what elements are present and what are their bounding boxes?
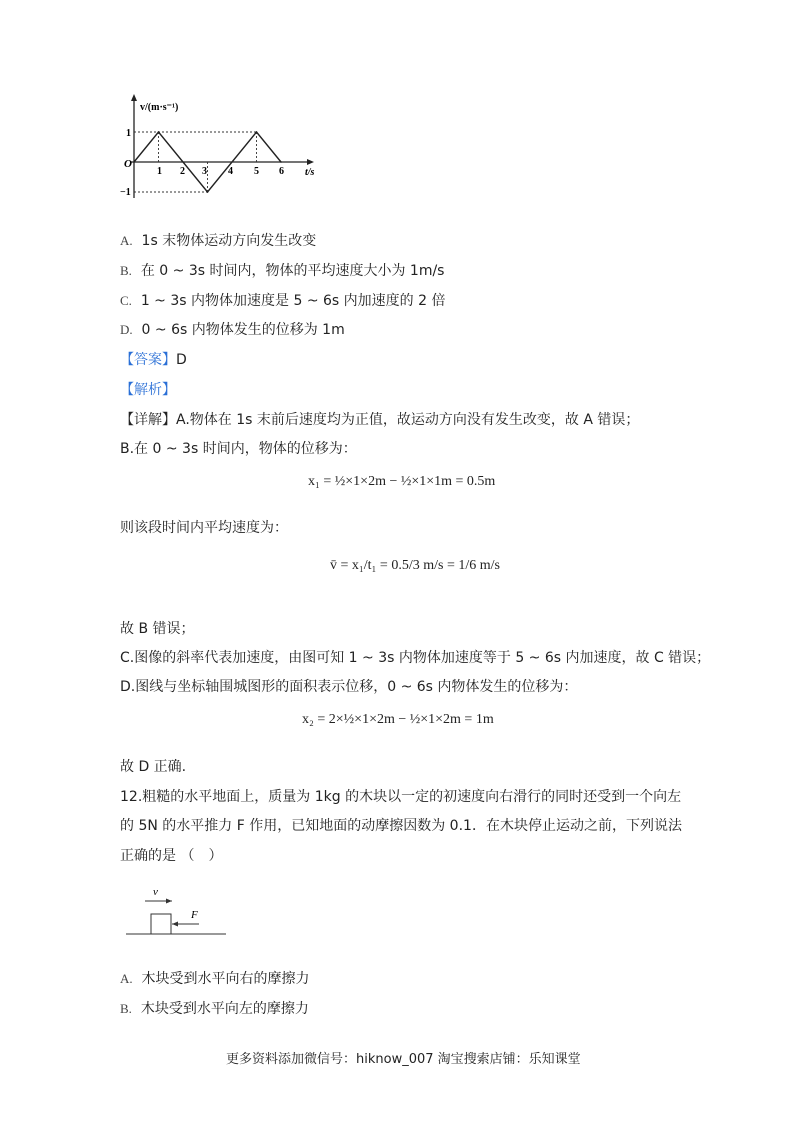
vt-ylabel: v/(m·s⁻¹): [140, 102, 179, 113]
detail-d-line: D.图线与坐标轴围城图形的面积表示位移，0 ~ 6s 内物体发生的位移为：: [120, 679, 578, 695]
vt-data-point: [256, 131, 258, 133]
vt-origin-label: O: [124, 158, 132, 170]
d-correct-line: 故 D 正确.: [120, 759, 187, 775]
vt-data-point: [133, 161, 135, 163]
force-label: F: [191, 909, 198, 921]
option-text: 1 ~ 3s 内物体加速度是 5 ~ 6s 内加速度的 2 倍: [140, 293, 446, 309]
q11-option-a: [120, 231, 316, 251]
option-letter: A.: [120, 233, 133, 248]
answer-label: 【答案】: [120, 352, 176, 368]
vt-xtick-5: 5: [254, 166, 259, 177]
vt-xtick-2: 2: [180, 166, 185, 177]
page-footer: 更多资料添加微信号：hiknow_007 淘宝搜索店铺：乐知课堂: [226, 1052, 581, 1067]
option-text: 1s 末物体运动方向发生改变: [141, 233, 317, 249]
detail-c-line: C.图像的斜率代表加速度，由图可知 1 ~ 3s 内物体加速度等于 5 ~ 6s 内加速度，故 C 错误；: [120, 650, 711, 666]
option-letter: A.: [120, 971, 133, 986]
answer-line: [120, 350, 187, 370]
vt-data-point: [158, 131, 160, 133]
detail-a-text: A.物体在 1s 末前后速度均为正值，故运动方向没有发生改变，故 A 错误；: [176, 412, 640, 428]
analysis-label: 【解析】: [120, 382, 176, 398]
option-letter: B.: [120, 1001, 132, 1016]
b-wrong-line: 故 B 错误；: [120, 621, 195, 637]
q11-option-d: [120, 320, 345, 340]
option-letter: D.: [120, 322, 133, 337]
detail-a-line: [120, 410, 639, 430]
q11-option-c: [120, 291, 445, 311]
vt-xtick-3: 3: [202, 166, 207, 177]
q12-stem-line-1: 12.粗糙的水平地面上，质量为 1kg 的木块以一定的初速度向右滑行的同时还受到一个向左: [120, 789, 682, 805]
formula-x1: x₁ = ½×1×2m − ½×1×1m = 0.5m: [308, 474, 496, 489]
vt-graph: [110, 90, 330, 215]
option-text: 木块受到水平向右的摩擦力: [141, 971, 310, 987]
vt-ytick-1: 1: [126, 128, 131, 139]
vt-xtick-6: 6: [279, 166, 284, 177]
avg-intro-line: 则该段时间内平均速度为：: [120, 520, 288, 536]
vt-ytick-neg1: −1: [120, 187, 131, 198]
vt-x-axis-arrowhead: [307, 159, 314, 165]
q12-stem-line-2: 的 5N 的水平推力 F 作用，已知地面的动摩擦因数为 0.1．在木块停止运动之前，下列说法: [120, 818, 682, 834]
detail-b-line: B.在 0 ~ 3s 时间内，物体的位移为：: [120, 441, 357, 457]
formula-avg-velocity: v̄ = x₁/t₁ = 0.5/3 m/s = 1/6 m/s: [330, 558, 500, 573]
vt-y-axis-arrowhead: [131, 94, 137, 101]
answer-value: D: [176, 352, 187, 368]
option-letter: C.: [120, 293, 132, 308]
q12-option-b: [120, 999, 309, 1019]
force-arrowhead: [172, 922, 178, 927]
q12-stem-line-3: 正确的是 （ ）: [120, 848, 223, 864]
option-text: 0 ~ 6s 内物体发生的位移为 1m: [141, 322, 345, 338]
vt-data-point: [280, 161, 282, 163]
block-force-diagram: [120, 882, 230, 940]
q11-option-b: [120, 261, 444, 281]
option-text: 在 0 ~ 3s 时间内，物体的平均速度大小为 1m/s: [140, 263, 445, 279]
option-letter: B.: [120, 263, 132, 278]
option-text: 木块受到水平向左的摩擦力: [140, 1001, 309, 1017]
vt-xtick-1: 1: [157, 166, 162, 177]
velocity-arrowhead: [166, 899, 172, 904]
detail-label: 【详解】: [120, 412, 176, 428]
formula-x2: x₂ = 2×½×1×2m − ½×1×2m = 1m: [302, 712, 494, 727]
wooden-block: [151, 914, 171, 934]
vt-xlabel: t/s: [305, 167, 315, 178]
vt-data-point: [207, 191, 209, 193]
q12-option-a: [120, 969, 310, 989]
vt-xtick-4: 4: [228, 166, 233, 177]
velocity-label: v: [153, 886, 158, 898]
